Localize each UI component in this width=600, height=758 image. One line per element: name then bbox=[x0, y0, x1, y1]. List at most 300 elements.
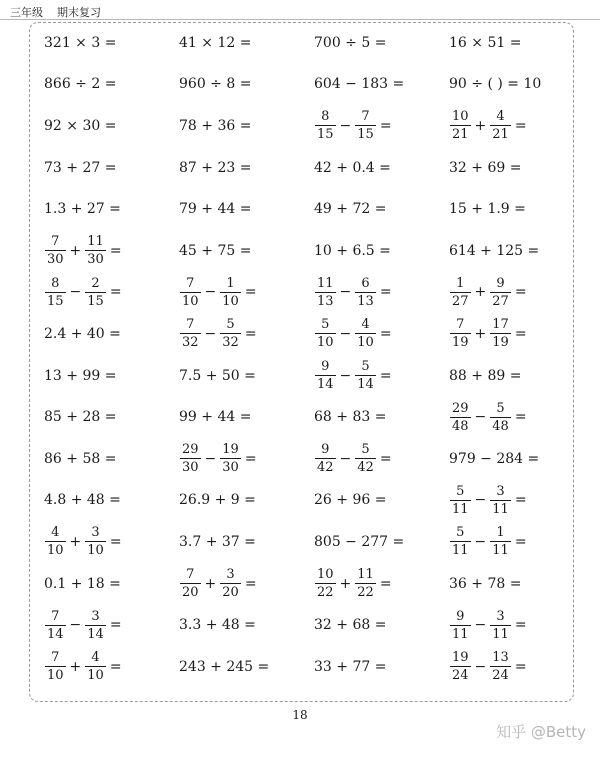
numerator: 2 bbox=[91, 275, 100, 291]
denominator: 13 bbox=[317, 293, 334, 309]
header-divider bbox=[0, 19, 600, 20]
expression-text: 26 + 96 = bbox=[314, 492, 387, 509]
expression-text: 15 + 1.9 = bbox=[449, 201, 526, 218]
operator: + bbox=[204, 575, 217, 592]
denominator: 32 bbox=[222, 335, 239, 351]
fraction bbox=[490, 402, 511, 433]
operator: + bbox=[339, 575, 352, 592]
problem-row bbox=[44, 272, 584, 314]
problem-grid bbox=[44, 22, 584, 688]
numerator: 3 bbox=[91, 525, 100, 541]
denominator: 14 bbox=[317, 377, 334, 393]
expression-text: 2.4 + 40 = bbox=[44, 325, 121, 342]
numerator: 5 bbox=[456, 525, 465, 541]
operator: − bbox=[339, 117, 352, 134]
fraction bbox=[85, 651, 106, 682]
problem bbox=[314, 409, 449, 425]
problem bbox=[314, 110, 449, 141]
problem bbox=[449, 368, 584, 384]
numerator: 29 bbox=[182, 442, 199, 458]
fraction bbox=[315, 443, 336, 474]
problem-row bbox=[44, 105, 584, 147]
expression-text: 960 ÷ 8 = bbox=[179, 76, 252, 93]
expression-text: 604 − 183 = bbox=[314, 76, 405, 93]
fraction bbox=[355, 110, 376, 141]
problem bbox=[179, 160, 314, 176]
fraction bbox=[355, 568, 376, 599]
fraction bbox=[450, 277, 471, 308]
numerator: 1 bbox=[456, 275, 465, 291]
problem bbox=[44, 201, 179, 217]
numerator: 1 bbox=[496, 525, 505, 541]
operator: = bbox=[244, 575, 257, 592]
problem bbox=[449, 277, 584, 308]
denominator: 14 bbox=[47, 626, 64, 642]
fraction bbox=[85, 277, 106, 308]
denominator: 10 bbox=[222, 293, 239, 309]
operator: = bbox=[514, 492, 527, 509]
expression-text: 866 ÷ 2 = bbox=[44, 76, 117, 93]
denominator: 24 bbox=[452, 668, 469, 684]
problem bbox=[44, 326, 179, 342]
problem bbox=[179, 534, 314, 550]
operator: − bbox=[339, 367, 352, 384]
problem bbox=[449, 35, 584, 51]
fraction bbox=[450, 402, 471, 433]
operator: = bbox=[514, 533, 527, 550]
denominator: 14 bbox=[87, 626, 104, 642]
numerator: 9 bbox=[496, 275, 505, 291]
problem bbox=[179, 318, 314, 349]
problem bbox=[44, 451, 179, 467]
fraction bbox=[180, 568, 201, 599]
numerator: 7 bbox=[51, 608, 60, 624]
operator: = bbox=[244, 325, 257, 342]
numerator: 29 bbox=[452, 400, 469, 416]
fraction bbox=[45, 610, 66, 641]
problem-row bbox=[44, 355, 584, 397]
problem-row bbox=[44, 521, 584, 563]
denominator: 30 bbox=[222, 460, 239, 476]
problem bbox=[44, 526, 179, 557]
denominator: 27 bbox=[492, 293, 509, 309]
numerator: 10 bbox=[452, 109, 469, 125]
problem bbox=[449, 610, 584, 641]
problem bbox=[449, 318, 584, 349]
denominator: 11 bbox=[492, 501, 509, 517]
numerator: 7 bbox=[51, 234, 60, 250]
numerator: 7 bbox=[186, 567, 195, 583]
problem bbox=[44, 610, 179, 641]
problem bbox=[314, 568, 449, 599]
numerator: 5 bbox=[226, 317, 235, 333]
problem-row bbox=[44, 22, 584, 64]
problem bbox=[179, 443, 314, 474]
fraction bbox=[450, 610, 471, 641]
operator: − bbox=[204, 450, 217, 467]
denominator: 11 bbox=[492, 543, 509, 559]
problem bbox=[44, 651, 179, 682]
fraction bbox=[315, 568, 336, 599]
problem bbox=[44, 277, 179, 308]
expression-text: 73 + 27 = bbox=[44, 159, 117, 176]
denominator: 15 bbox=[87, 293, 104, 309]
operator: − bbox=[474, 533, 487, 550]
fraction bbox=[220, 443, 241, 474]
problem bbox=[44, 492, 179, 508]
expression-text: 700 ÷ 5 = bbox=[314, 34, 387, 51]
numerator: 5 bbox=[361, 359, 370, 375]
problem bbox=[314, 35, 449, 51]
problem bbox=[179, 76, 314, 92]
numerator: 7 bbox=[361, 109, 370, 125]
problem bbox=[314, 243, 449, 259]
fraction bbox=[180, 443, 201, 474]
problem bbox=[449, 651, 584, 682]
denominator: 11 bbox=[492, 626, 509, 642]
operator: = bbox=[514, 284, 527, 301]
expression-text: 243 + 245 = bbox=[179, 658, 270, 675]
operator: = bbox=[514, 409, 527, 426]
fraction bbox=[355, 443, 376, 474]
fraction bbox=[315, 360, 336, 391]
expression-text: 4.8 + 48 = bbox=[44, 492, 121, 509]
expression-text: 78 + 36 = bbox=[179, 117, 252, 134]
denominator: 30 bbox=[47, 252, 64, 268]
page-number: 18 bbox=[292, 708, 308, 722]
numerator: 7 bbox=[186, 317, 195, 333]
problem-row bbox=[44, 230, 584, 272]
expression-text: 86 + 58 = bbox=[44, 450, 117, 467]
numerator: 5 bbox=[456, 483, 465, 499]
denominator: 30 bbox=[87, 252, 104, 268]
denominator: 10 bbox=[87, 668, 104, 684]
numerator: 3 bbox=[496, 608, 505, 624]
denominator: 22 bbox=[357, 585, 374, 601]
numerator: 4 bbox=[361, 317, 370, 333]
operator: + bbox=[69, 658, 82, 675]
denominator: 10 bbox=[87, 543, 104, 559]
operator: = bbox=[514, 658, 527, 675]
problem-row bbox=[44, 604, 584, 646]
denominator: 15 bbox=[357, 127, 374, 143]
expression-text: 32 + 69 = bbox=[449, 159, 522, 176]
operator: + bbox=[474, 325, 487, 342]
problem bbox=[314, 360, 449, 391]
problem bbox=[314, 659, 449, 675]
expression-text: 36 + 78 = bbox=[449, 575, 522, 592]
numerator: 4 bbox=[91, 650, 100, 666]
fraction bbox=[490, 110, 511, 141]
numerator: 7 bbox=[51, 650, 60, 666]
expression-text: 90 ÷ ( ) = 10 bbox=[449, 76, 542, 93]
denominator: 48 bbox=[492, 418, 509, 434]
problem bbox=[44, 409, 179, 425]
numerator: 11 bbox=[357, 567, 374, 583]
denominator: 14 bbox=[357, 377, 374, 393]
denominator: 10 bbox=[47, 668, 64, 684]
fraction bbox=[220, 318, 241, 349]
fraction bbox=[315, 277, 336, 308]
fraction bbox=[490, 277, 511, 308]
problem bbox=[179, 243, 314, 259]
fraction bbox=[490, 318, 511, 349]
expression-text: 0.1 + 18 = bbox=[44, 575, 121, 592]
numerator: 9 bbox=[321, 442, 330, 458]
numerator: 5 bbox=[321, 317, 330, 333]
fraction bbox=[490, 485, 511, 516]
problem bbox=[449, 243, 584, 259]
expression-text: 79 + 44 = bbox=[179, 201, 252, 218]
fraction bbox=[355, 318, 376, 349]
fraction bbox=[45, 526, 66, 557]
problem bbox=[314, 201, 449, 217]
expression-text: 614 + 125 = bbox=[449, 242, 540, 259]
problem bbox=[179, 617, 314, 633]
problem-row bbox=[44, 396, 584, 438]
operator: − bbox=[204, 325, 217, 342]
operator: + bbox=[474, 284, 487, 301]
page-header bbox=[10, 4, 101, 20]
expression-text: 92 × 30 = bbox=[44, 117, 117, 134]
expression-text: 42 + 0.4 = bbox=[314, 159, 391, 176]
problem bbox=[449, 526, 584, 557]
operator: = bbox=[244, 284, 257, 301]
operator: = bbox=[514, 617, 527, 634]
expression-text: 88 + 89 = bbox=[449, 367, 522, 384]
expression-text: 85 + 28 = bbox=[44, 409, 117, 426]
operator: = bbox=[109, 242, 122, 259]
expression-text: 13 + 99 = bbox=[44, 367, 117, 384]
expression-text: 321 × 3 = bbox=[44, 34, 117, 51]
denominator: 10 bbox=[317, 335, 334, 351]
numerator: 4 bbox=[496, 109, 505, 125]
problem bbox=[179, 118, 314, 134]
fraction bbox=[490, 526, 511, 557]
fraction bbox=[490, 651, 511, 682]
denominator: 20 bbox=[182, 585, 199, 601]
numerator: 9 bbox=[456, 608, 465, 624]
problem bbox=[449, 451, 584, 467]
expression-text: 87 + 23 = bbox=[179, 159, 252, 176]
numerator: 9 bbox=[321, 359, 330, 375]
fraction bbox=[315, 110, 336, 141]
problem bbox=[314, 492, 449, 508]
operator: = bbox=[109, 617, 122, 634]
operator: = bbox=[244, 450, 257, 467]
problem bbox=[44, 118, 179, 134]
fraction bbox=[45, 235, 66, 266]
operator: + bbox=[69, 242, 82, 259]
problem bbox=[44, 35, 179, 51]
operator: = bbox=[379, 450, 392, 467]
problem bbox=[179, 568, 314, 599]
problem-row bbox=[44, 480, 584, 522]
expression-text: 7.5 + 50 = bbox=[179, 367, 256, 384]
problem-row bbox=[44, 438, 584, 480]
operator: − bbox=[474, 492, 487, 509]
numerator: 6 bbox=[361, 275, 370, 291]
numerator: 11 bbox=[87, 234, 104, 250]
expression-text: 26.9 + 9 = bbox=[179, 492, 256, 509]
operator: + bbox=[69, 533, 82, 550]
problem bbox=[179, 35, 314, 51]
fraction bbox=[45, 277, 66, 308]
problem bbox=[179, 659, 314, 675]
problem bbox=[179, 201, 314, 217]
denominator: 15 bbox=[317, 127, 334, 143]
fraction bbox=[355, 277, 376, 308]
expression-text: 99 + 44 = bbox=[179, 409, 252, 426]
fraction bbox=[315, 318, 336, 349]
expression-text: 49 + 72 = bbox=[314, 201, 387, 218]
fraction bbox=[180, 277, 201, 308]
operator: = bbox=[514, 325, 527, 342]
fraction bbox=[450, 318, 471, 349]
problem bbox=[449, 201, 584, 217]
denominator: 19 bbox=[452, 335, 469, 351]
problem bbox=[449, 110, 584, 141]
denominator: 19 bbox=[492, 335, 509, 351]
problem-row bbox=[44, 313, 584, 355]
denominator: 20 bbox=[222, 585, 239, 601]
problem-row bbox=[44, 188, 584, 230]
operator: − bbox=[204, 284, 217, 301]
operator: = bbox=[379, 284, 392, 301]
numerator: 10 bbox=[317, 567, 334, 583]
problem bbox=[179, 409, 314, 425]
numerator: 4 bbox=[51, 525, 60, 541]
denominator: 10 bbox=[357, 335, 374, 351]
denominator: 48 bbox=[452, 418, 469, 434]
denominator: 30 bbox=[182, 460, 199, 476]
problem bbox=[44, 235, 179, 266]
section-label: 期末复习 bbox=[57, 6, 101, 19]
operator: + bbox=[474, 117, 487, 134]
expression-text: 33 + 77 = bbox=[314, 658, 387, 675]
operator: = bbox=[514, 117, 527, 134]
numerator: 7 bbox=[186, 275, 195, 291]
expression-text: 1.3 + 27 = bbox=[44, 201, 121, 218]
problem bbox=[314, 277, 449, 308]
problem bbox=[179, 277, 314, 308]
expression-text: 32 + 68 = bbox=[314, 617, 387, 634]
operator: = bbox=[379, 325, 392, 342]
fraction bbox=[450, 485, 471, 516]
numerator: 7 bbox=[456, 317, 465, 333]
fraction bbox=[450, 526, 471, 557]
numerator: 8 bbox=[321, 109, 330, 125]
operator: − bbox=[339, 284, 352, 301]
denominator: 10 bbox=[47, 543, 64, 559]
problem bbox=[314, 76, 449, 92]
problem bbox=[449, 576, 584, 592]
problem-row bbox=[44, 64, 584, 106]
denominator: 42 bbox=[317, 460, 334, 476]
operator: = bbox=[109, 284, 122, 301]
grade-label: 三年级 bbox=[10, 6, 43, 19]
expression-text: 10 + 6.5 = bbox=[314, 242, 391, 259]
denominator: 22 bbox=[317, 585, 334, 601]
fraction bbox=[490, 610, 511, 641]
operator: = bbox=[109, 533, 122, 550]
numerator: 8 bbox=[51, 275, 60, 291]
problem bbox=[449, 160, 584, 176]
denominator: 32 bbox=[182, 335, 199, 351]
problem bbox=[314, 160, 449, 176]
operator: − bbox=[339, 325, 352, 342]
problem bbox=[449, 402, 584, 433]
denominator: 13 bbox=[357, 293, 374, 309]
problem bbox=[314, 534, 449, 550]
fraction bbox=[180, 318, 201, 349]
denominator: 11 bbox=[452, 626, 469, 642]
expression-text: 3.3 + 48 = bbox=[179, 617, 256, 634]
operator: − bbox=[69, 284, 82, 301]
denominator: 21 bbox=[452, 127, 469, 143]
operator: = bbox=[379, 117, 392, 134]
fraction bbox=[45, 651, 66, 682]
numerator: 1 bbox=[226, 275, 235, 291]
fraction bbox=[450, 110, 471, 141]
denominator: 11 bbox=[452, 543, 469, 559]
fraction bbox=[220, 568, 241, 599]
operator: = bbox=[379, 575, 392, 592]
numerator: 3 bbox=[226, 567, 235, 583]
operator: = bbox=[109, 658, 122, 675]
denominator: 21 bbox=[492, 127, 509, 143]
denominator: 10 bbox=[182, 293, 199, 309]
numerator: 19 bbox=[452, 650, 469, 666]
denominator: 11 bbox=[452, 501, 469, 517]
numerator: 5 bbox=[496, 400, 505, 416]
problem bbox=[449, 485, 584, 516]
denominator: 42 bbox=[357, 460, 374, 476]
problem bbox=[179, 368, 314, 384]
expression-text: 16 × 51 = bbox=[449, 34, 522, 51]
problem bbox=[44, 576, 179, 592]
expression-text: 3.7 + 37 = bbox=[179, 533, 256, 550]
problem bbox=[44, 76, 179, 92]
problem-row bbox=[44, 563, 584, 605]
problem bbox=[314, 617, 449, 633]
numerator: 5 bbox=[361, 442, 370, 458]
numerator: 19 bbox=[222, 442, 239, 458]
problem bbox=[314, 443, 449, 474]
problem bbox=[179, 492, 314, 508]
fraction bbox=[85, 235, 106, 266]
operator: − bbox=[474, 409, 487, 426]
numerator: 3 bbox=[496, 483, 505, 499]
problem-row bbox=[44, 147, 584, 189]
numerator: 17 bbox=[492, 317, 509, 333]
operator: − bbox=[339, 450, 352, 467]
numerator: 11 bbox=[317, 275, 334, 291]
operator: − bbox=[69, 617, 82, 634]
expression-text: 41 × 12 = bbox=[179, 34, 252, 51]
expression-text: 805 − 277 = bbox=[314, 533, 405, 550]
fraction bbox=[220, 277, 241, 308]
problem bbox=[44, 160, 179, 176]
numerator: 13 bbox=[492, 650, 509, 666]
denominator: 24 bbox=[492, 668, 509, 684]
denominator: 15 bbox=[47, 293, 64, 309]
problem-row bbox=[44, 646, 584, 688]
operator: − bbox=[474, 658, 487, 675]
fraction bbox=[85, 526, 106, 557]
problem bbox=[449, 76, 584, 92]
operator: − bbox=[474, 617, 487, 634]
